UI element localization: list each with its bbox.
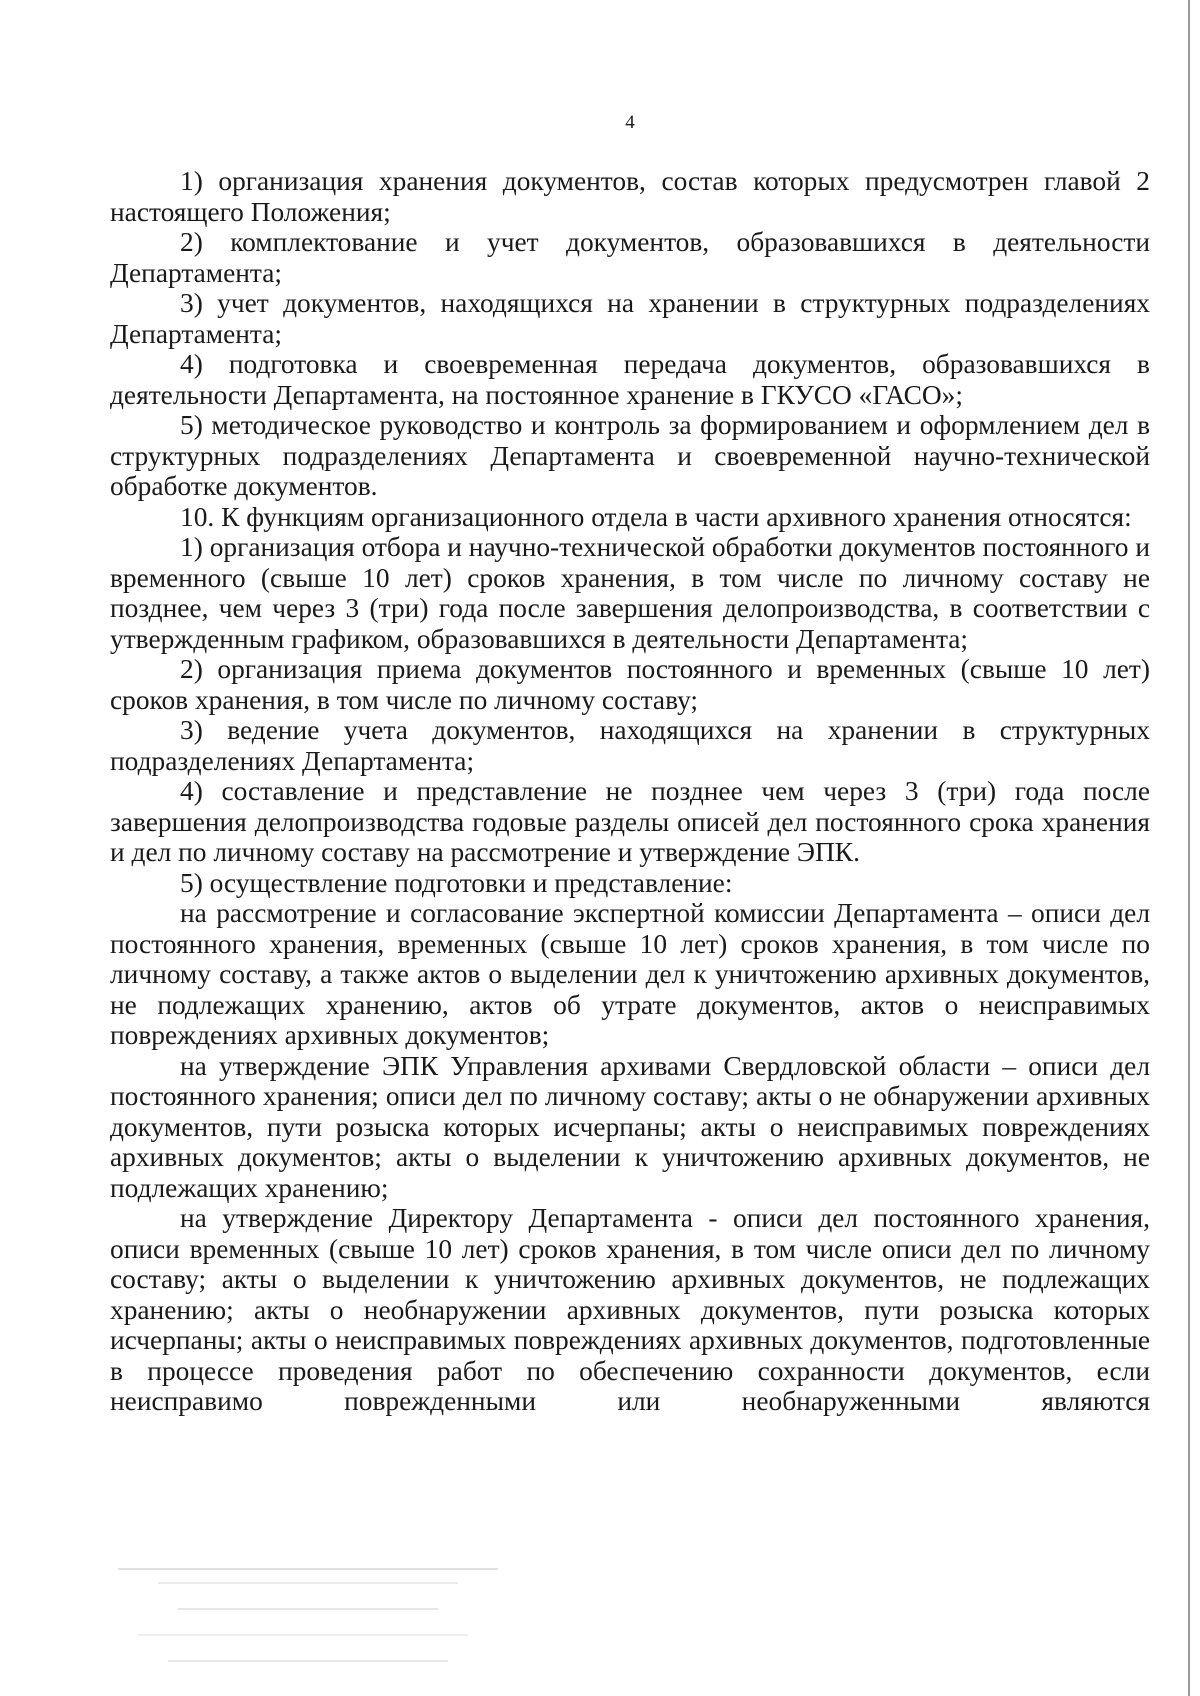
page-number: 4 xyxy=(625,112,635,133)
document-body xyxy=(110,166,1150,1417)
paragraph: на утверждение Директору Департамента - описи дел постоянного хранения, описи временных (свыше 10 лет) сроков хранения, в том числе описи дел по личному составу; акты о выделении к уничтожению архивных документов, не подлежащих хранению; акты о необнаружении архивных документов, пути розыска которых исчерпаны; акты о неисправимых повреждениях архивных документов, подготовленные в процессе проведения работ по обеспечению сохранности документов, если неисправимо поврежденными или необнаруженными являются xyxy=(110,1203,1150,1416)
paragraph: 3) ведение учета документов, находящихся на хранении в структурных подразделениях Департамента; xyxy=(110,715,1150,776)
paragraph: 4) подготовка и своевременная передача документов, образовавшихся в деятельности Департамента, на постоянное хранение в ГКУСО «ГАСО»; xyxy=(110,349,1150,410)
paragraph: 1) организация отбора и научно-технической обработки документов постоянного и временного (свыше 10 лет) сроков хранения, в том числе по личному составу не позднее, чем через 3 (три) года после завершения делопроизводства, в соответствии с утвержденным графиком, образовавшихся в деятельности Департамента; xyxy=(110,532,1150,654)
paragraph: 2) организация приема документов постоянного и временных (свыше 10 лет) сроков хранения, в том числе по личному составу; xyxy=(110,654,1150,715)
paragraph: 1) организация хранения документов, состав которых предусмотрен главой 2 настоящего Положения; xyxy=(110,166,1150,227)
paragraph: на рассмотрение и согласование экспертной комиссии Департамента – описи дел постоянного хранения, временных (свыше 10 лет) сроков хранения, в том числе по личному составу, а также актов о выделении дел к уничтожению архивных документов, не подлежащих хранению, актов об утрате документов, актов о неисправимых повреждениях архивных документов; xyxy=(110,898,1150,1050)
paragraph: 5) осуществление подготовки и представление: xyxy=(180,867,733,898)
paragraph: на утверждение ЭПК Управления архивами Свердловской области – описи дел постоянного хранения; описи дел по личному составу; акты о не обнаружении архивных документов, пути розыска которых исчерпаны; акты о неисправимых повреждениях архивных документов; акты о выделении к уничтожению архивных документов, не подлежащих хранению; xyxy=(110,1050,1150,1203)
paragraph: 4) составление и представление не позднее чем через 3 (три) года после завершения делопроизводства годовые разделы описей дел постоянного срока хранения и дел по личному составу на рассмотрение и утверждение ЭПК. xyxy=(110,776,1150,867)
paragraph: 10. К функциям организационного отдела в части архивного хранения относятся: xyxy=(180,501,1132,532)
paragraph: 3) учет документов, находящихся на хранении в структурных подразделениях Департамента; xyxy=(110,288,1150,349)
page-edge-line xyxy=(1188,0,1190,1696)
paragraph: 2) комплектование и учет документов, образовавшихся в деятельности Департамента; xyxy=(110,227,1150,288)
scan-noise xyxy=(118,1560,588,1680)
paragraph: 5) методическое руководство и контроль за формированием и оформлением дел в структурных подразделениях Департамента и своевременной научно-технической обработке документов. xyxy=(110,410,1150,501)
